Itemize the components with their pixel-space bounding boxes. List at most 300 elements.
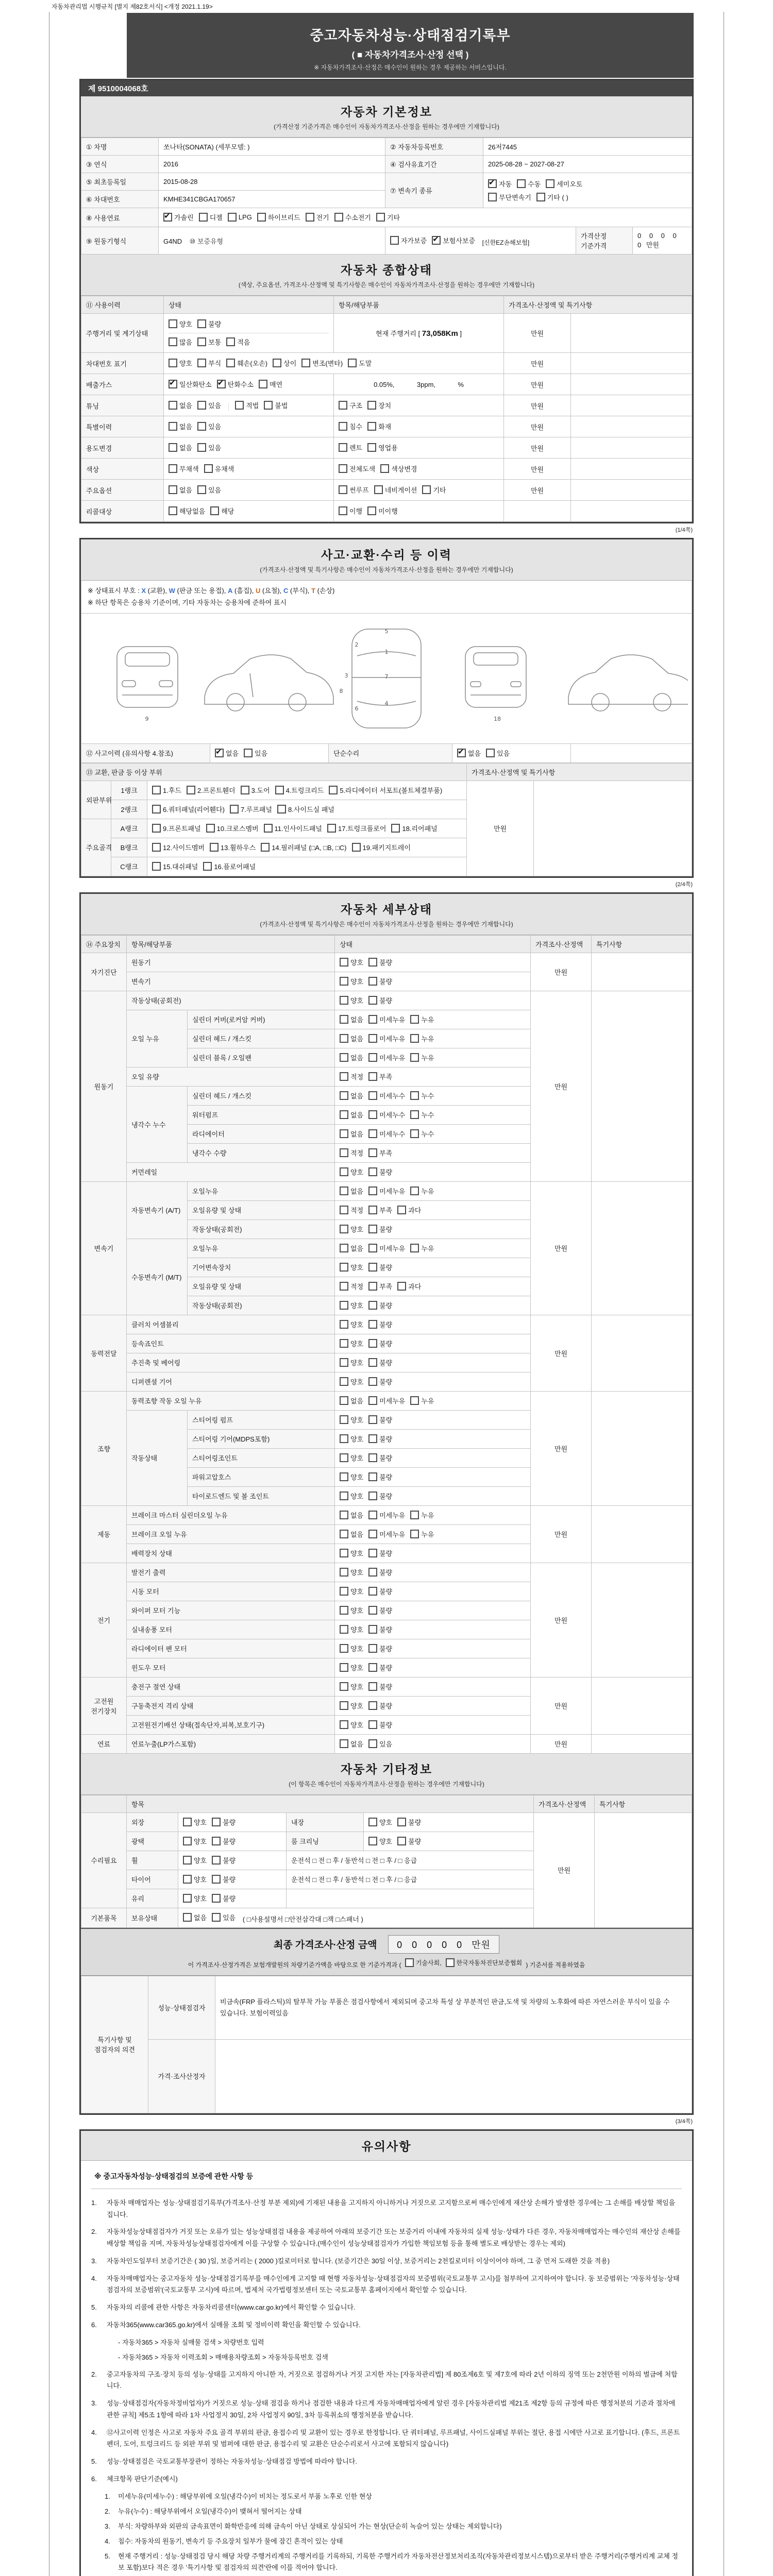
checkbox-box[interactable] [183, 1875, 192, 1884]
overall-row-label: 튜닝 [81, 395, 164, 416]
checkbox-box[interactable] [368, 1282, 377, 1291]
checkbox-box[interactable] [261, 843, 270, 852]
overall-row [81, 459, 692, 480]
checkbox-box[interactable] [368, 1682, 377, 1691]
checkbox-label: 양호 [194, 1894, 207, 1903]
checkbox-label: 양호 [350, 1473, 364, 1481]
checkbox-box[interactable] [226, 359, 235, 367]
overall-item-cell [334, 501, 504, 522]
etc-item-options-2 [364, 1832, 534, 1851]
detail-subgroup-label: 수동변속기 (M/T) [127, 1239, 188, 1315]
checkbox-box[interactable] [152, 786, 161, 794]
checkbox-label: 양호 [350, 977, 364, 986]
checkbox-box[interactable] [340, 977, 348, 986]
checkbox-box[interactable] [197, 401, 206, 410]
checkbox-box[interactable] [152, 805, 161, 814]
checkbox-box[interactable] [340, 1015, 348, 1024]
checkbox-box[interactable] [368, 1663, 377, 1672]
checkbox-box[interactable] [376, 213, 385, 222]
checkbox-box[interactable] [397, 1818, 406, 1826]
notice-item: 5. 자동차의 리콜에 관한 사항은 자동차리콜센터(www.car.go.kr)에서 확인할 수 있습니다. [91, 2303, 356, 2312]
checkbox-box[interactable] [212, 1894, 221, 1903]
checkbox-box[interactable] [327, 824, 336, 833]
checkbox-box[interactable] [210, 843, 219, 852]
checkbox-box[interactable] [410, 1053, 419, 1062]
checkbox-box[interactable] [340, 1358, 348, 1367]
checkbox-box[interactable] [368, 1053, 377, 1062]
spec-cell [592, 1315, 692, 1391]
checkbox-box[interactable] [339, 401, 347, 410]
spec-cell [592, 1563, 692, 1677]
checkbox-box[interactable] [368, 1511, 377, 1519]
checkbox-box[interactable] [340, 1587, 348, 1596]
checkbox-적정 [340, 1072, 363, 1081]
checkbox-box[interactable] [488, 193, 497, 201]
checkbox-box[interactable] [163, 213, 172, 222]
checkbox-box[interactable] [169, 380, 177, 388]
checkbox-box[interactable] [340, 1701, 348, 1710]
detail-state-cell [335, 1486, 531, 1505]
checkbox-box[interactable] [212, 1837, 221, 1845]
checkbox-가솔린 [163, 212, 194, 222]
checkbox-불량 [368, 1643, 392, 1653]
checkbox-box[interactable] [152, 862, 161, 871]
price-cell: 만원 [531, 1734, 592, 1753]
checkbox-box[interactable] [340, 1606, 348, 1615]
overall-state-cell [164, 459, 334, 480]
accident-title: 사고·교환·수리 등 이력 [321, 548, 452, 562]
checkbox-box[interactable] [257, 213, 266, 222]
empty-cell [571, 743, 692, 762]
checkbox-box[interactable] [422, 485, 431, 494]
checkbox-box[interactable] [334, 213, 343, 222]
checkbox-box[interactable] [340, 1739, 348, 1748]
checkbox-box[interactable] [368, 1720, 377, 1729]
checkbox-box[interactable] [340, 1377, 348, 1386]
checkbox-label: 불량 [379, 1568, 393, 1577]
checkbox-box[interactable] [368, 1225, 377, 1233]
checkbox-label: 부족 [379, 1073, 393, 1081]
checkbox-box[interactable] [212, 1913, 221, 1922]
checkbox-box[interactable] [397, 1206, 406, 1214]
detail-state-cell [335, 1734, 531, 1753]
checkbox-box[interactable] [374, 485, 383, 494]
checkbox-box[interactable] [368, 1644, 377, 1653]
checkbox-box[interactable] [340, 1396, 348, 1405]
checkbox-box[interactable] [368, 1549, 377, 1557]
warranty-label: ⑩ 보증유형 [189, 237, 224, 245]
checkbox-box[interactable] [340, 1415, 348, 1424]
price-cell: 만원 [531, 1563, 592, 1677]
base-price-value: 0 0 0 0 0 만원 [633, 227, 692, 255]
checkbox-box[interactable] [340, 1682, 348, 1691]
checkbox-box[interactable] [340, 1110, 348, 1119]
checkbox-label: 양호 [350, 996, 364, 1005]
detail-item-label: 동력조향 작동 오일 누유 [127, 1391, 335, 1410]
checkbox-box[interactable] [228, 213, 237, 222]
checkbox-불량 [368, 1377, 392, 1386]
checkbox-box[interactable] [367, 506, 376, 515]
checkbox-box[interactable] [410, 1396, 419, 1405]
checkbox-box[interactable] [244, 749, 253, 757]
checkbox-box[interactable] [339, 485, 347, 494]
checkbox-양호 [340, 1663, 363, 1672]
checkbox-box[interactable] [301, 359, 310, 367]
checkbox-box[interactable] [169, 464, 177, 473]
checkbox-box[interactable] [275, 786, 284, 794]
checkbox-box[interactable] [410, 1187, 419, 1195]
detail-item-label: 추진축 및 베어링 [127, 1353, 335, 1372]
checkbox-box[interactable] [197, 359, 206, 367]
checkbox-label: 불량 [379, 1473, 393, 1481]
checkbox-box[interactable] [197, 485, 206, 494]
checkbox-box[interactable] [340, 1034, 348, 1043]
checkbox-box[interactable] [368, 1739, 377, 1748]
checkbox-box[interactable] [183, 1894, 192, 1903]
checkbox-label: 양호 [350, 958, 364, 967]
checkbox-box[interactable] [340, 1530, 348, 1538]
checkbox-box[interactable] [203, 862, 212, 871]
overall-state-cell [164, 314, 334, 353]
checkbox-label: 양호 [350, 1301, 364, 1310]
checkbox-box[interactable] [368, 1358, 377, 1367]
checkbox-label: 누유 [421, 1244, 434, 1252]
checkbox-누유 [410, 1529, 434, 1539]
overall-state-cell [164, 501, 334, 522]
checkbox-box[interactable] [380, 464, 389, 473]
reg-no-label: ② 자동차등록번호 [385, 138, 483, 156]
checkbox-box[interactable] [340, 1625, 348, 1634]
checkbox-box[interactable] [368, 1377, 377, 1386]
checkbox-box[interactable] [169, 485, 177, 494]
checkbox-box[interactable] [273, 359, 281, 367]
checkbox-box[interactable] [340, 1663, 348, 1672]
checkbox-box[interactable] [183, 1856, 192, 1865]
checkbox-양호 [340, 1701, 363, 1710]
checkbox-box[interactable] [367, 422, 376, 431]
checkbox-box[interactable] [169, 359, 177, 367]
checkbox-box[interactable] [368, 996, 377, 1005]
checkbox-box[interactable] [397, 1837, 406, 1845]
reg-no-value: 26저7445 [483, 138, 692, 156]
checkbox-box[interactable] [340, 1434, 348, 1443]
checkbox-box[interactable] [206, 824, 215, 833]
checkbox-box[interactable] [199, 213, 208, 222]
detail-header-spec: 특기사항 [592, 935, 692, 953]
detail-state-cell [335, 1410, 531, 1429]
overall-row-label: 특별이력 [81, 416, 164, 437]
checkbox-label: 양호 [194, 1856, 207, 1865]
checkbox-box[interactable] [432, 236, 441, 245]
checkbox-box[interactable] [368, 1415, 377, 1424]
checkbox-box[interactable] [197, 443, 206, 452]
checkbox-box[interactable] [340, 996, 348, 1005]
checkbox-box[interactable] [368, 1587, 377, 1596]
checkbox-box[interactable] [169, 443, 177, 452]
checkbox-box[interactable] [368, 1244, 377, 1252]
checkbox-box[interactable] [367, 443, 376, 452]
simple-repair-options [452, 743, 571, 762]
checkbox-box[interactable] [368, 1187, 377, 1195]
checkbox-없음 [340, 1186, 363, 1196]
checkbox-box[interactable] [352, 843, 361, 852]
checkbox-box[interactable] [390, 236, 399, 245]
checkbox-box[interactable] [486, 749, 495, 757]
detail-state-cell [335, 1334, 531, 1353]
checkbox-box[interactable] [368, 1606, 377, 1615]
checkbox-box[interactable] [410, 1091, 419, 1100]
checkbox-box[interactable] [241, 786, 249, 794]
detail-item-label: 오일 유량 [127, 1067, 335, 1086]
checkbox-label: 양호 [350, 1549, 364, 1557]
checkbox-label: 없음 [194, 1913, 207, 1922]
checkbox-box[interactable] [410, 1034, 419, 1043]
checkbox-box[interactable] [368, 1701, 377, 1710]
checkbox-box[interactable] [368, 1301, 377, 1310]
checkbox-box[interactable] [368, 1072, 377, 1081]
checkbox-box[interactable] [367, 401, 376, 410]
checkbox-box[interactable] [368, 1472, 377, 1481]
checkbox-box[interactable] [368, 1129, 377, 1138]
detail-state-cell [335, 1677, 531, 1696]
checkbox-box[interactable] [339, 464, 347, 473]
checkbox-box[interactable] [340, 1187, 348, 1195]
checkbox-box[interactable] [348, 359, 357, 367]
checkbox-box[interactable] [368, 1837, 377, 1845]
detail-item-label: 스티어링조인트 [188, 1448, 335, 1467]
checkbox-box[interactable] [340, 1091, 348, 1100]
checkbox-label: 누유 [421, 1054, 434, 1062]
checkbox-box[interactable] [410, 1110, 419, 1119]
price-cell: 만원 [504, 437, 571, 459]
price-cell: 만원 [531, 953, 592, 991]
table-header-row [81, 1795, 692, 1812]
checkbox-box[interactable] [368, 1339, 377, 1348]
checkbox-box[interactable] [183, 1913, 192, 1922]
checkbox-box[interactable] [368, 1625, 377, 1634]
checkbox-box[interactable] [457, 749, 466, 757]
checkbox-box[interactable] [368, 1320, 377, 1329]
checkbox-box[interactable] [340, 1511, 348, 1519]
checkbox-box[interactable] [368, 1091, 377, 1100]
checkbox-box[interactable] [339, 422, 347, 431]
checkbox-box[interactable] [235, 401, 244, 410]
checkbox-box[interactable] [368, 977, 377, 986]
checkbox-box[interactable] [340, 1320, 348, 1329]
checkbox-box[interactable] [152, 824, 161, 833]
checkbox-box[interactable] [339, 506, 347, 515]
checkbox-label: 불량 [223, 1837, 236, 1845]
checkbox-box[interactable] [340, 1053, 348, 1062]
checkbox-box[interactable] [264, 401, 273, 410]
checkbox-box[interactable] [368, 1015, 377, 1024]
checkbox-box[interactable] [536, 193, 545, 201]
checkbox-box[interactable] [340, 1263, 348, 1272]
checkbox-일산화탄소 [169, 379, 212, 389]
checkbox-box[interactable] [264, 824, 273, 833]
checkbox-label: 누유 [421, 1530, 434, 1538]
etc-item-extra [287, 1889, 534, 1908]
checkbox-label: 수소전기 [345, 214, 371, 222]
checkbox-누유 [410, 1033, 434, 1043]
checkbox-box[interactable] [230, 805, 239, 814]
checkbox-box[interactable] [204, 464, 213, 473]
checkbox-box[interactable] [368, 1396, 377, 1405]
svg-text:9: 9 [145, 715, 149, 722]
detail-item-label: 기어변속장치 [188, 1258, 335, 1277]
checkbox-box[interactable] [391, 824, 400, 833]
price-cell [504, 501, 571, 522]
detail-item-label: 타이로드엔드 및 볼 조인트 [188, 1486, 335, 1505]
checkbox-box[interactable] [340, 1339, 348, 1348]
checkbox-box[interactable] [329, 786, 338, 794]
checkbox-box[interactable] [368, 958, 377, 967]
checkbox-box[interactable] [368, 1492, 377, 1500]
detail-state-cell [335, 1124, 531, 1143]
detail-state-cell [335, 1048, 531, 1067]
checkbox-box[interactable] [517, 179, 526, 188]
checkbox-box[interactable] [212, 1818, 221, 1826]
checkbox-label: 양호 [350, 1587, 364, 1596]
checkbox-box[interactable] [368, 1434, 377, 1443]
overall-state-cell [164, 374, 334, 395]
checkbox-화재 [367, 421, 391, 431]
checkbox-box[interactable] [277, 805, 286, 814]
detail-state-cell [335, 1315, 531, 1334]
checkbox-box[interactable] [340, 1301, 348, 1310]
detail-item-label: 클러치 어셈블리 [127, 1315, 335, 1334]
checkbox-box[interactable] [546, 179, 554, 188]
checkbox-box[interactable] [187, 786, 195, 794]
checkbox-box[interactable] [169, 319, 177, 328]
table-row [81, 156, 692, 173]
checkbox-box[interactable] [340, 1129, 348, 1138]
checkbox-box[interactable] [169, 401, 177, 410]
overall-row [81, 314, 692, 353]
checkbox-box[interactable] [368, 1167, 377, 1176]
checkbox-box[interactable] [368, 1453, 377, 1462]
checkbox-box[interactable] [410, 1530, 419, 1538]
checkbox-box[interactable] [368, 1206, 377, 1214]
checkbox-box[interactable] [368, 1034, 377, 1043]
checkbox-label: 양호 [194, 1818, 207, 1826]
checkbox-box[interactable] [152, 843, 161, 852]
checkbox-box[interactable] [340, 1148, 348, 1157]
detail-item-label: 브레이크 오일 누유 [127, 1524, 335, 1544]
checkbox-box[interactable] [197, 319, 206, 328]
checkbox-box[interactable] [212, 1856, 221, 1865]
checkbox-box[interactable] [368, 1568, 377, 1577]
checkbox-box[interactable] [197, 422, 206, 431]
checkbox-box[interactable] [488, 179, 497, 188]
etc-basic-label: 보유상태 [127, 1908, 178, 1927]
checkbox-box[interactable] [169, 337, 177, 346]
checkbox-box[interactable] [217, 380, 226, 388]
checkbox-label: 불량 [379, 1168, 393, 1176]
checkbox-box[interactable] [368, 1530, 377, 1538]
spec-cell [571, 314, 692, 353]
detail-band [81, 894, 692, 935]
checkbox-기타 [422, 485, 446, 495]
checkbox-box[interactable] [197, 337, 206, 346]
checkbox-양호 [340, 1434, 363, 1444]
checkbox-box[interactable] [340, 1720, 348, 1729]
checkbox-box[interactable] [212, 1875, 221, 1884]
checkbox-없음 [457, 748, 481, 758]
checkbox-box[interactable] [405, 1958, 414, 1967]
checkbox-box[interactable] [340, 1568, 348, 1577]
checkbox-box[interactable] [183, 1818, 192, 1826]
etc-title: 자동차 기타정보 [341, 1762, 432, 1776]
checkbox-box[interactable] [183, 1837, 192, 1845]
checkbox-box[interactable] [340, 1472, 348, 1481]
checkbox-box[interactable] [368, 1110, 377, 1119]
checkbox-없음 [340, 1396, 363, 1405]
checkbox-box[interactable] [446, 1958, 455, 1967]
checkbox-box[interactable] [259, 380, 267, 388]
checkbox-16.플로어패널 [203, 861, 256, 871]
checkbox-box[interactable] [226, 337, 235, 346]
checkbox-box[interactable] [215, 749, 224, 757]
checkbox-box[interactable] [368, 1148, 377, 1157]
checkbox-box[interactable] [340, 1072, 348, 1081]
checkbox-label: 불량 [223, 1894, 236, 1903]
checkbox-box[interactable] [397, 1282, 406, 1291]
checkbox-label: 7.루프패널 [240, 805, 273, 814]
checkbox-label: 없음 [350, 1740, 364, 1748]
checkbox-label: 없음 [350, 1092, 364, 1100]
table-row [81, 2039, 692, 2113]
checkbox-box[interactable] [340, 1644, 348, 1653]
checkbox-불량 [212, 1855, 236, 1865]
checkbox-box[interactable] [306, 213, 314, 222]
spec-cell [592, 1677, 692, 1734]
checkbox-box[interactable] [169, 506, 177, 515]
accident-history-table [81, 743, 692, 763]
checkbox-box[interactable] [410, 1244, 419, 1252]
checkbox-box[interactable] [340, 1167, 348, 1176]
checkbox-box[interactable] [368, 1263, 377, 1272]
checkbox-box[interactable] [340, 1282, 348, 1291]
checkbox-불량 [368, 1300, 392, 1310]
checkbox-box[interactable] [340, 958, 348, 967]
checkbox-box[interactable] [340, 1549, 348, 1557]
checkbox-box[interactable] [339, 443, 347, 452]
checkbox-box[interactable] [368, 1818, 377, 1826]
checkbox-label: 4.트렁크리드 [285, 786, 324, 794]
overall-header-price: 가격조사·산정액 및 특기사항 [504, 296, 692, 314]
checkbox-box[interactable] [340, 1453, 348, 1462]
checkbox-box[interactable] [340, 1206, 348, 1214]
checkbox-box[interactable] [169, 422, 177, 431]
checkbox-box[interactable] [410, 1015, 419, 1024]
checkbox-box[interactable] [410, 1511, 419, 1519]
checkbox-box[interactable] [210, 506, 219, 515]
checkbox-label: 전기 [316, 214, 329, 222]
checkbox-box[interactable] [340, 1492, 348, 1500]
transmission-options-line1 [488, 177, 687, 191]
spec-cell [571, 459, 692, 480]
checkbox-적법 [235, 400, 259, 410]
price-cell: 만원 [467, 781, 534, 876]
checkbox-label: 상이 [283, 360, 297, 367]
checkbox-box[interactable] [410, 1129, 419, 1138]
checkbox-box[interactable] [340, 1244, 348, 1252]
checkbox-box[interactable] [340, 1225, 348, 1233]
checkbox-label: 변조(변타) [312, 360, 343, 367]
damage-code-U: U [255, 587, 261, 595]
notice-subitem: - 자동차365 > 자동차 이력조회 > 매매용차량조회 > 자동차등록번호 검색 [118, 2353, 328, 2361]
